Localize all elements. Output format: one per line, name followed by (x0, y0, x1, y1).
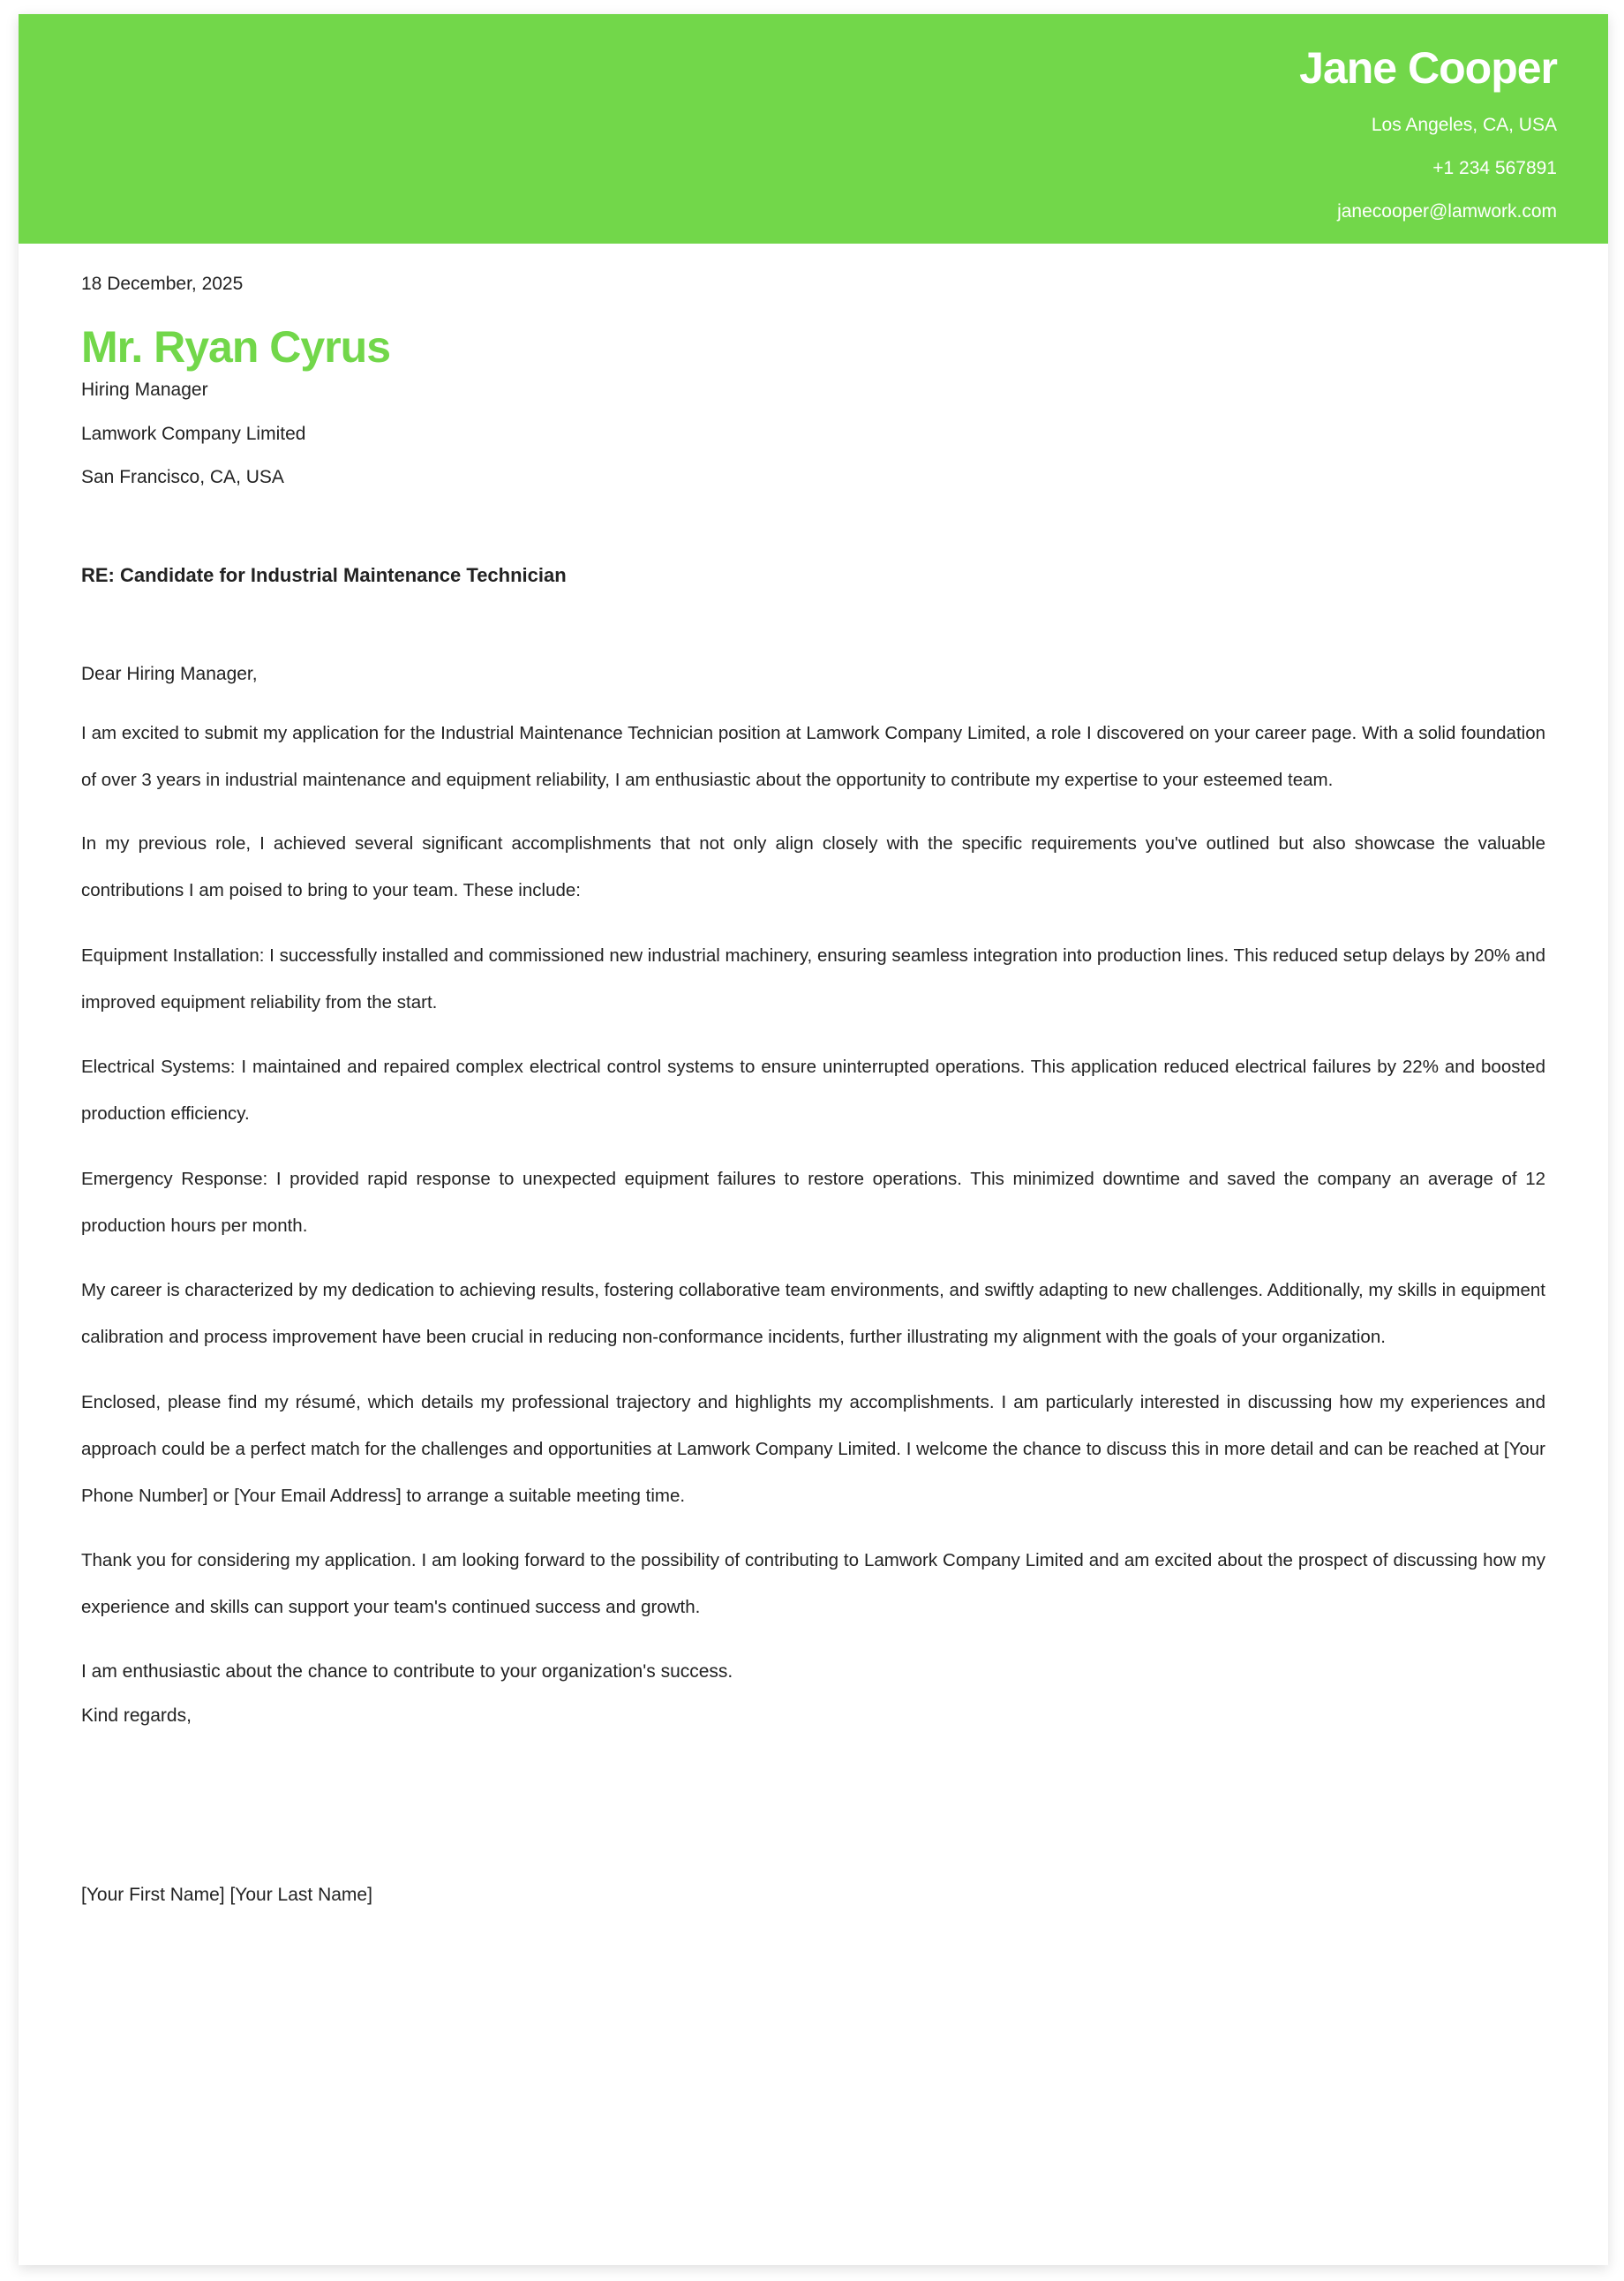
letter-date: 18 December, 2025 (81, 274, 244, 294)
sender-email: janecooper@lamwork.com (1337, 201, 1557, 222)
paragraph-equipment-installation: Equipment Installation: I successfully installed and commissioned new industrial machinery, ensuring seamless integration into production lines. This reduced setup delays by 20% and improved equipment reliability from the start. (81, 945, 1545, 1013)
sign-off: Kind regards, (81, 1705, 192, 1726)
subject-line: RE: Candidate for Industrial Maintenance Technician (81, 564, 567, 586)
paragraph-thanks: Thank you for considering my application. I am looking forward to the possibility of contributing to Lamwork Company Limited and am excited about the prospect of discussing how my experience and skills can support your team's continued success and growth. (81, 1550, 1545, 1617)
paragraph-career: My career is characterized by my dedication to achieving results, fostering collaborative team environments, and swiftly adapting to new challenges. Additionally, my skills in equipment calibration and process improvement have been crucial in reducing non-conformance incidents, further illustrating my alignment with the goals of your organization. (81, 1280, 1545, 1347)
paragraph-accomplishments: In my previous role, I achieved several significant accomplishments that not only align closely with the specific requirements you've outlined but also showcase the valuable contributions I am poised to bring to your team. These include: (81, 833, 1545, 900)
recipient-title: Hiring Manager (81, 380, 208, 400)
letter-header (19, 14, 1608, 244)
sender-phone: +1 234 567891 (1432, 158, 1557, 178)
closing-line: I am enthusiastic about the chance to contribute to your organization's success. (81, 1661, 733, 1682)
paragraph-enclosed: Enclosed, please find my résumé, which details my professional trajectory and highlights my accomplishments. I am particularly interested in discussing how my experiences and approach could be a perfect match for the challenges and opportunities at Lamwork Company Limited. I welcome the chance to discuss this in more detail and can be reached at [Your Phone Number] or [Your Email Address] to arrange a suitable meeting time. (81, 1392, 1545, 1506)
recipient-name: Mr. Ryan Cyrus (81, 322, 391, 372)
sender-name: Jane Cooper (1299, 43, 1557, 93)
paragraph-intro: I am excited to submit my application for the Industrial Maintenance Technician position at Lamwork Company Limited, a role I discovered on your career page. With a solid foundation of over 3 years in industrial maintenance and equipment reliability, I am enthusiastic about the opportunity to contribute my expertise to your esteemed team. (81, 723, 1545, 790)
signature-name: [Your First Name] [Your Last Name] (81, 1885, 372, 1905)
salutation: Dear Hiring Manager, (81, 664, 258, 684)
recipient-company: Lamwork Company Limited (81, 424, 306, 444)
sender-location: Los Angeles, CA, USA (1371, 115, 1557, 135)
paragraph-electrical-systems: Electrical Systems: I maintained and repaired complex electrical control systems to ensure uninterrupted operations. This application reduced electrical failures by 22% and boosted production efficiency. (81, 1057, 1545, 1124)
recipient-location: San Francisco, CA, USA (81, 467, 284, 487)
paragraph-emergency-response: Emergency Response: I provided rapid response to unexpected equipment failures to restore operations. This minimized downtime and saved the company an average of 12 production hours per month. (81, 1169, 1545, 1236)
cover-letter-page (19, 14, 1608, 2265)
